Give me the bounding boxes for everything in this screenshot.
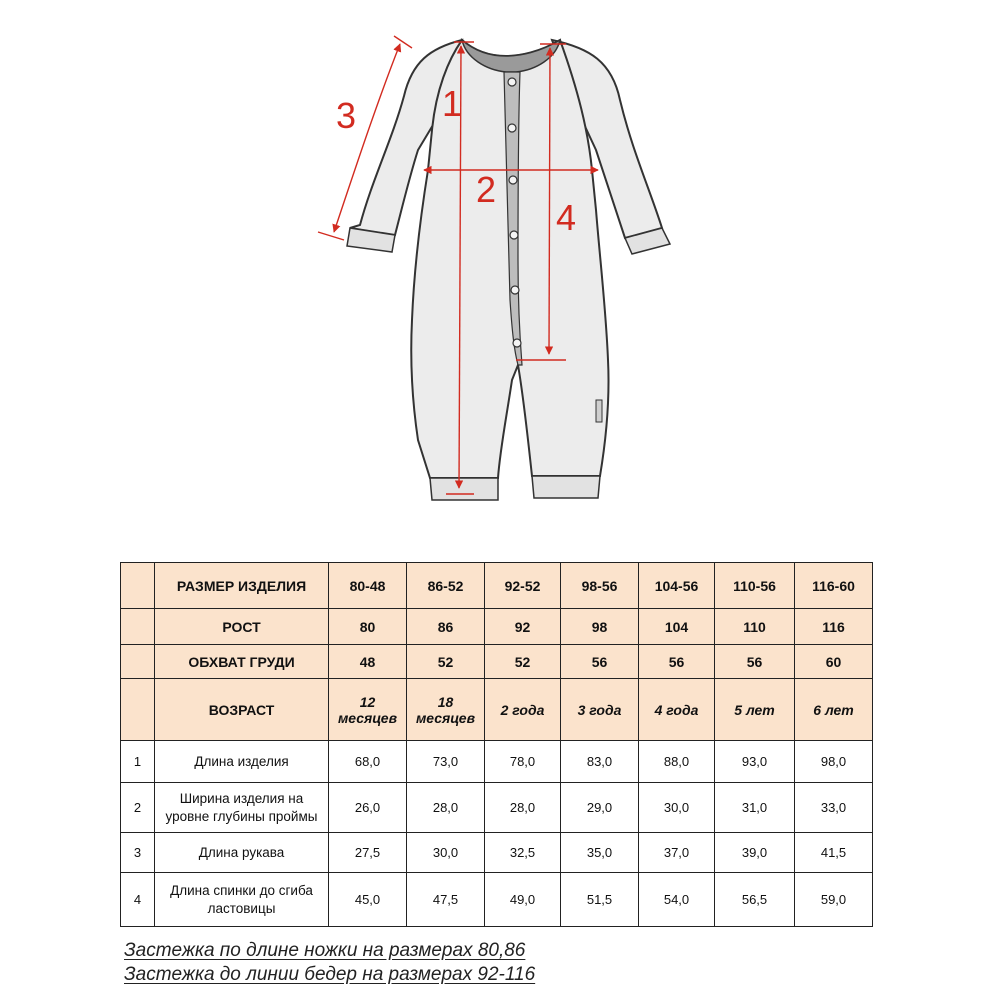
cell: 60 xyxy=(795,645,873,679)
cell: 104-56 xyxy=(639,563,715,609)
row-label: РОСТ xyxy=(155,609,329,645)
cell: 78,0 xyxy=(485,741,561,783)
cell: 12 месяцев xyxy=(329,679,407,741)
cell: 88,0 xyxy=(639,741,715,783)
row-measure-4 xyxy=(121,873,873,927)
row-label: ВОЗРАСТ xyxy=(155,679,329,741)
cell: 98,0 xyxy=(795,741,873,783)
row-chest xyxy=(121,645,873,679)
label-tag xyxy=(596,400,602,422)
row-label: Ширина изделия на уровне глубины проймы xyxy=(155,783,329,833)
cell: 104 xyxy=(639,609,715,645)
cell: 98-56 xyxy=(561,563,639,609)
row-num-cell xyxy=(121,645,155,679)
cell: 39,0 xyxy=(715,833,795,873)
cell: 83,0 xyxy=(561,741,639,783)
cell: 48 xyxy=(329,645,407,679)
row-label: Длина рукава xyxy=(155,833,329,873)
cell: 47,5 xyxy=(407,873,485,927)
size-chart-body xyxy=(121,563,873,927)
cell: 86-52 xyxy=(407,563,485,609)
cell: 92 xyxy=(485,609,561,645)
cell: 68,0 xyxy=(329,741,407,783)
cell: 52 xyxy=(407,645,485,679)
cell: 56 xyxy=(561,645,639,679)
right-leg-cuff xyxy=(532,476,600,498)
cell: 73,0 xyxy=(407,741,485,783)
row-num-cell xyxy=(121,563,155,609)
cell: 86 xyxy=(407,609,485,645)
row-height xyxy=(121,609,873,645)
cell: 26,0 xyxy=(329,783,407,833)
measure-2-label: 2 xyxy=(476,169,497,210)
row-age xyxy=(121,679,873,741)
cell: 4 года xyxy=(639,679,715,741)
cell: 110 xyxy=(715,609,795,645)
cell: 30,0 xyxy=(407,833,485,873)
cell: 32,5 xyxy=(485,833,561,873)
row-num-cell xyxy=(121,609,155,645)
row-measure-1 xyxy=(121,741,873,783)
cell: 28,0 xyxy=(485,783,561,833)
cell: 116-60 xyxy=(795,563,873,609)
cell: 92-52 xyxy=(485,563,561,609)
cell: 6 лет xyxy=(795,679,873,741)
cell: 45,0 xyxy=(329,873,407,927)
row-num-cell xyxy=(121,679,155,741)
row-label: ОБХВАТ ГРУДИ xyxy=(155,645,329,679)
cell: 41,5 xyxy=(795,833,873,873)
row-label: Длина спинки до сгиба ластовицы xyxy=(155,873,329,927)
cell: 27,5 xyxy=(329,833,407,873)
note-fastener-hips: Застежка до линии бедер на размерах 92-116 xyxy=(124,964,536,985)
left-leg-cuff xyxy=(430,478,498,500)
cell: 110-56 xyxy=(715,563,795,609)
measure-3-label: 3 xyxy=(336,95,357,136)
cell: 37,0 xyxy=(639,833,715,873)
cell: 80 xyxy=(329,609,407,645)
cell: 59,0 xyxy=(795,873,873,927)
cell: 98 xyxy=(561,609,639,645)
cell: 56 xyxy=(715,645,795,679)
cell: 56 xyxy=(639,645,715,679)
row-label: РАЗМЕР ИЗДЕЛИЯ xyxy=(155,563,329,609)
measure-1-label: 1 xyxy=(442,83,463,124)
cell: 33,0 xyxy=(795,783,873,833)
cell: 56,5 xyxy=(715,873,795,927)
cell: 5 лет xyxy=(715,679,795,741)
row-label: Длина изделия xyxy=(155,741,329,783)
cell: 29,0 xyxy=(561,783,639,833)
cell: 93,0 xyxy=(715,741,795,783)
measure-4-label: 4 xyxy=(556,197,577,238)
cell: 18 месяцев xyxy=(407,679,485,741)
cell: 3 года xyxy=(561,679,639,741)
cell: 116 xyxy=(795,609,873,645)
row-number: 3 xyxy=(121,833,155,873)
cell: 35,0 xyxy=(561,833,639,873)
row-number: 2 xyxy=(121,783,155,833)
row-measure-2 xyxy=(121,783,873,833)
row-number: 1 xyxy=(121,741,155,783)
cell: 2 года xyxy=(485,679,561,741)
cell: 28,0 xyxy=(407,783,485,833)
row-measure-3 xyxy=(121,833,873,873)
cell: 52 xyxy=(485,645,561,679)
cell: 31,0 xyxy=(715,783,795,833)
cell: 30,0 xyxy=(639,783,715,833)
row-size xyxy=(121,563,873,609)
cell: 49,0 xyxy=(485,873,561,927)
note-fastener-legs: Застежка по длине ножки на размерах 80,86 xyxy=(124,940,526,961)
row-number: 4 xyxy=(121,873,155,927)
cell: 51,5 xyxy=(561,873,639,927)
cell: 80-48 xyxy=(329,563,407,609)
size-chart-table xyxy=(120,562,873,927)
cell: 54,0 xyxy=(639,873,715,927)
